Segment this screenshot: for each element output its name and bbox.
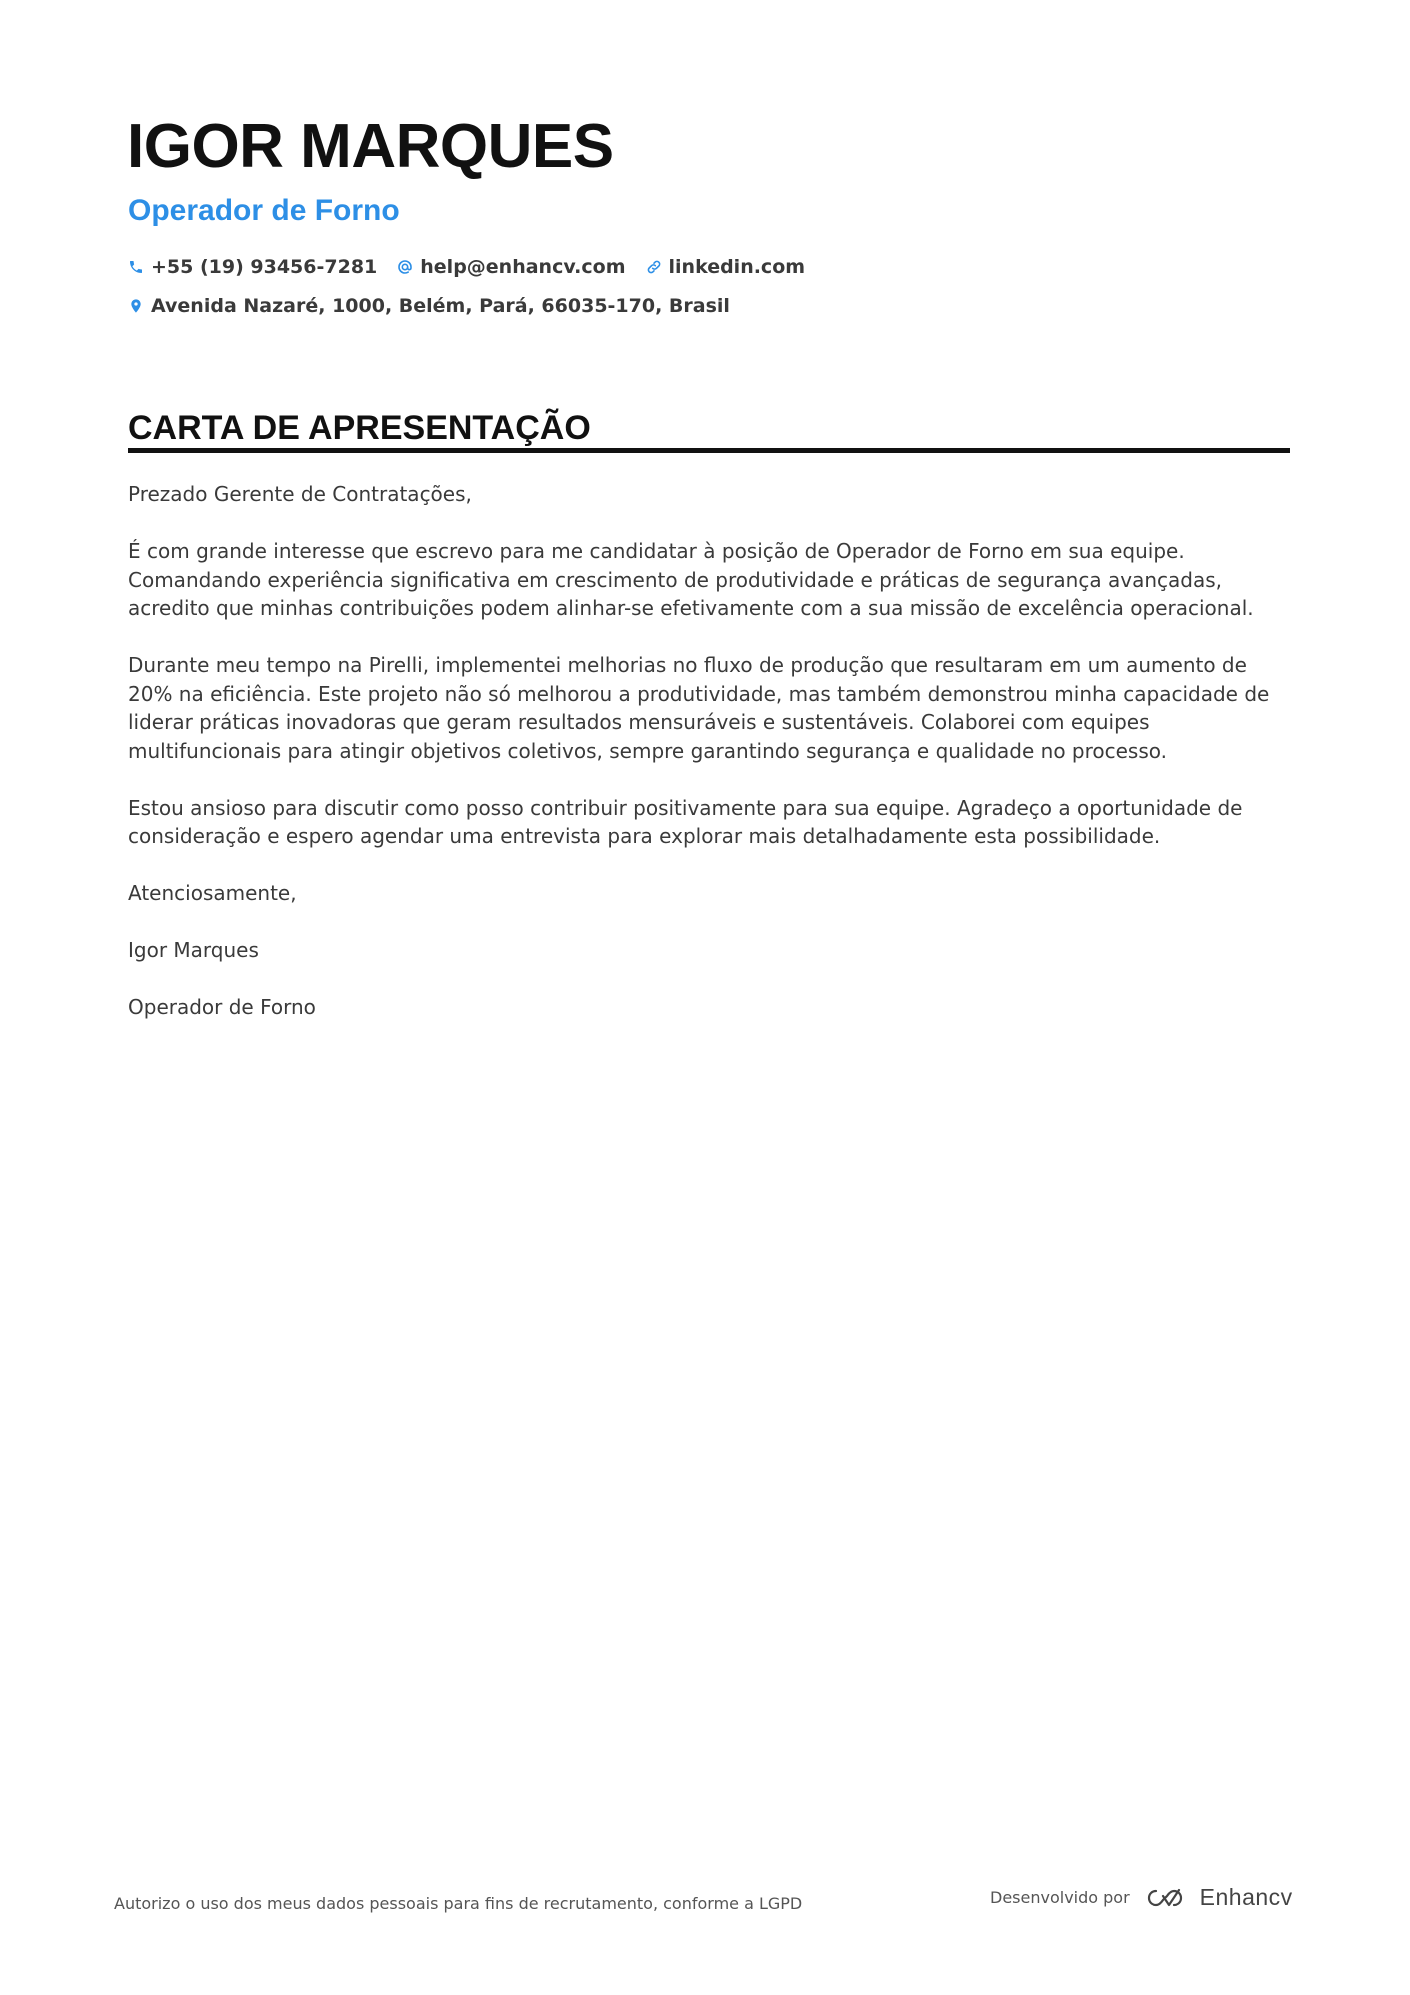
contact-linkedin[interactable] <box>646 255 806 279</box>
contact-email[interactable] <box>397 255 625 279</box>
contact-address <box>128 294 730 318</box>
brand-name: Enhancv <box>1199 1884 1293 1910</box>
letter-body <box>128 480 1288 1050</box>
powered-by-label: Desenvolvido por <box>990 1888 1130 1907</box>
linkedin-text: linkedin.com <box>668 256 806 278</box>
letter-paragraph: Estou ansioso para discutir como posso contribuir positivamente para sua equipe. Agradeço a oportunidade de consideração e espero agendar uma entrevista para explorar mais detalhadamente esta possibilidade. <box>128 795 1243 848</box>
address-text: Avenida Nazaré, 1000, Belém, Pará, 66035-170, Brasil <box>151 295 730 317</box>
phone-icon <box>128 259 144 275</box>
salutation: Prezado Gerente de Contratações, <box>128 482 472 506</box>
lgpd-consent-note: Autorizo o uso dos meus dados pessoais para fins de recrutamento, conforme a LGPD <box>114 1894 803 1913</box>
email-text: help@enhancv.com <box>420 256 626 278</box>
letter-paragraph: É com grande interesse que escrevo para me candidatar à posição de Operador de Forno em sua equipe. Comandando experiência significativa em crescimento de produtividade e práticas de segurança avançadas, acredito que minhas contribuições podem alinhar-se efetivamente com a sua missão de excelência operacional. <box>128 539 1254 620</box>
letter-paragraph: Durante meu tempo na Pirelli, implementei melhorias no fluxo de produção que resultaram em um aumento de 20% na eficiência. Este projeto não só melhorou a produtividade, mas também demonstrou minha capacidade de liderar práticas inovadoras que geram resultados mensuráveis e sustentáveis. Colaborei com equipes multifuncionais para atingir objetivos coletivos, sempre garantindo segurança e qualidade no processo. <box>128 653 1270 763</box>
location-pin-icon <box>128 298 144 314</box>
link-icon <box>646 259 662 275</box>
signature-name: Igor Marques <box>128 938 259 962</box>
contact-phone[interactable] <box>128 255 377 279</box>
candidate-title: Operador de Forno <box>128 194 400 227</box>
closing: Atenciosamente, <box>128 881 297 905</box>
powered-by[interactable] <box>990 1884 1293 1911</box>
enhancv-logo-icon <box>1142 1885 1188 1911</box>
address-row <box>128 294 750 318</box>
section-divider <box>128 448 1290 453</box>
contact-row <box>128 255 825 279</box>
candidate-name: IGOR MARQUES <box>127 112 614 181</box>
phone-text: +55 (19) 93456-7281 <box>151 256 378 278</box>
signature-title: Operador de Forno <box>128 995 316 1019</box>
at-icon <box>397 259 413 275</box>
section-title: CARTA DE APRESENTAÇÃO <box>128 409 591 447</box>
